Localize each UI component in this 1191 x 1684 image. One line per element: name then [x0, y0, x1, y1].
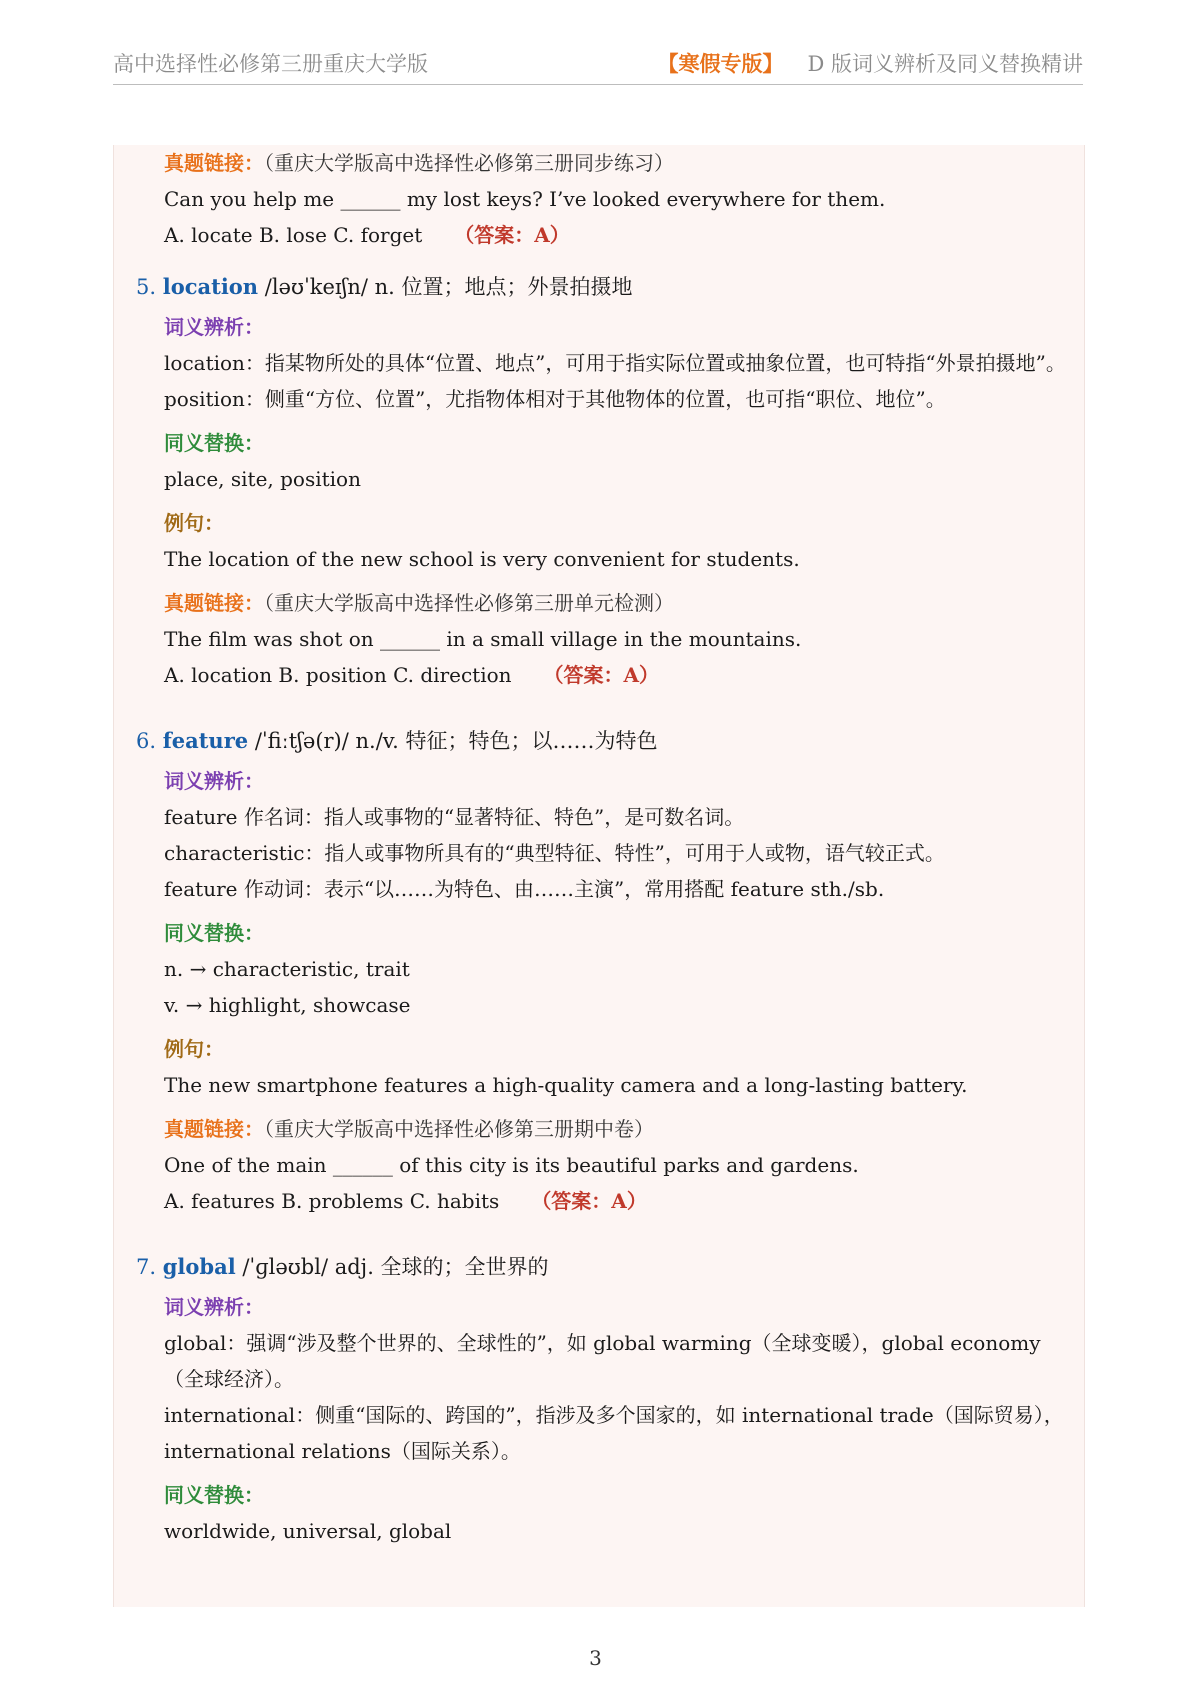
exam-link-label: 真题链接：	[164, 151, 264, 175]
entry-number: 7.	[136, 1255, 157, 1279]
analysis-text: feature 作名词：指人或事物的“显著特征、特色”，是可数名词。	[164, 805, 745, 829]
analysis-text: feature 作动词：表示“以……为特色、由……主演”，常用搭配 feature sth./sb.	[164, 877, 885, 901]
entry-definition: /ˈɡləʊbl/ adj. 全球的；全世界的	[235, 1255, 549, 1279]
analysis-text: position：侧重“方位、位置”，尤指物体相对于其他物体的位置，也可指“职位、地位”。	[164, 387, 946, 411]
entry-number: 5.	[136, 275, 157, 299]
exam-link-label: 真题链接：	[164, 591, 264, 615]
synonym-label: 同义替换：	[164, 431, 264, 455]
book-title: 高中选择性必修第三册重庆大学版	[113, 52, 428, 76]
exam-options-row	[164, 217, 1069, 253]
entry-heading-location	[136, 269, 633, 305]
synonym-label: 同义替换：	[164, 921, 264, 945]
exam-answer: （答案：A）	[543, 663, 660, 687]
entry-word: location	[162, 274, 259, 299]
entry-number: 6.	[136, 729, 157, 753]
content-panel	[113, 145, 1085, 1607]
exam-question: Can you help me ______ my lost keys? I’ve looked everywhere for them.	[164, 187, 886, 211]
exam-options-row	[164, 657, 1069, 693]
synonym-label: 同义替换：	[164, 1483, 264, 1507]
synonym-text: n. → characteristic, trait	[164, 957, 410, 981]
exam-question: One of the main ______ of this city is its beautiful parks and gardens.	[164, 1153, 859, 1177]
entry-body-feature	[164, 763, 1069, 1219]
page-header	[113, 44, 1083, 85]
entry-body-global	[164, 1289, 1069, 1549]
entry-word: feature	[162, 728, 249, 753]
example-sentence: The location of the new school is very convenient for students.	[164, 547, 800, 571]
exam-answer: （答案：A）	[454, 223, 570, 247]
header-right	[657, 48, 1083, 78]
exam-link-heading	[164, 145, 1069, 181]
analysis-label: 词义辨析：	[164, 315, 264, 339]
edition-badge: 【寒假专版】	[657, 51, 784, 76]
entry-body-location	[164, 309, 1069, 693]
entry-heading-feature	[136, 723, 658, 759]
synonym-text: worldwide, universal, global	[164, 1519, 452, 1543]
example-sentence: The new smartphone features a high-quality camera and a long-lasting battery.	[164, 1073, 968, 1097]
example-label: 例句：	[164, 511, 224, 535]
synonym-text: place, site, position	[164, 467, 361, 491]
exam-options: A. location B. position C. direction	[164, 663, 512, 687]
exam-link-source: （重庆大学版高中选择性必修第三册同步练习）	[264, 151, 674, 175]
exam-link-heading	[164, 585, 1069, 621]
exam-link-source: （重庆大学版高中选择性必修第三册单元检测）	[264, 591, 674, 615]
exam-link-source: （重庆大学版高中选择性必修第三册期中卷）	[264, 1117, 654, 1141]
page-number: 3	[589, 1646, 602, 1670]
entry-word: global	[162, 1254, 236, 1279]
analysis-text: characteristic：指人或事物所具有的“典型特征、特性”，可用于人或物，语气较正式。	[164, 841, 945, 865]
synonym-text: v. → highlight, showcase	[164, 993, 411, 1017]
analysis-text: global：强调“涉及整个世界的、全球性的”，如 global warming（全球变暖），global economy（全球经济）。	[164, 1331, 1041, 1391]
analysis-text: international：侧重“国际的、跨国的”，指涉及多个国家的，如 international trade（国际贸易），international relations（国际关系）。	[164, 1403, 1064, 1463]
analysis-text: location：指某物所处的具体“位置、地点”，可用于指实际位置或抽象位置，也可特指“外景拍摄地”。	[164, 351, 1066, 375]
exam-link-heading	[164, 1111, 1069, 1147]
analysis-label: 词义辨析：	[164, 1295, 264, 1319]
exam-options: A. features B. problems C. habits	[164, 1189, 500, 1213]
exam-options: A. locate B. lose C. forget	[164, 223, 423, 247]
header-title: D 版词义辨析及同义替换精讲	[807, 52, 1083, 76]
top-exam-link	[164, 145, 1069, 253]
example-label: 例句：	[164, 1037, 224, 1061]
entry-definition: /ləʊˈkeɪʃn/ n. 位置；地点；外景拍摄地	[258, 275, 633, 299]
analysis-label: 词义辨析：	[164, 769, 264, 793]
exam-options-row	[164, 1183, 1069, 1219]
exam-question: The film was shot on ______ in a small village in the mountains.	[164, 627, 802, 651]
exam-link-label: 真题链接：	[164, 1117, 264, 1141]
entry-heading-global	[136, 1249, 549, 1285]
entry-definition: /ˈfiːtʃə(r)/ n./v. 特征；特色；以……为特色	[248, 729, 658, 753]
exam-answer: （答案：A）	[531, 1189, 647, 1213]
